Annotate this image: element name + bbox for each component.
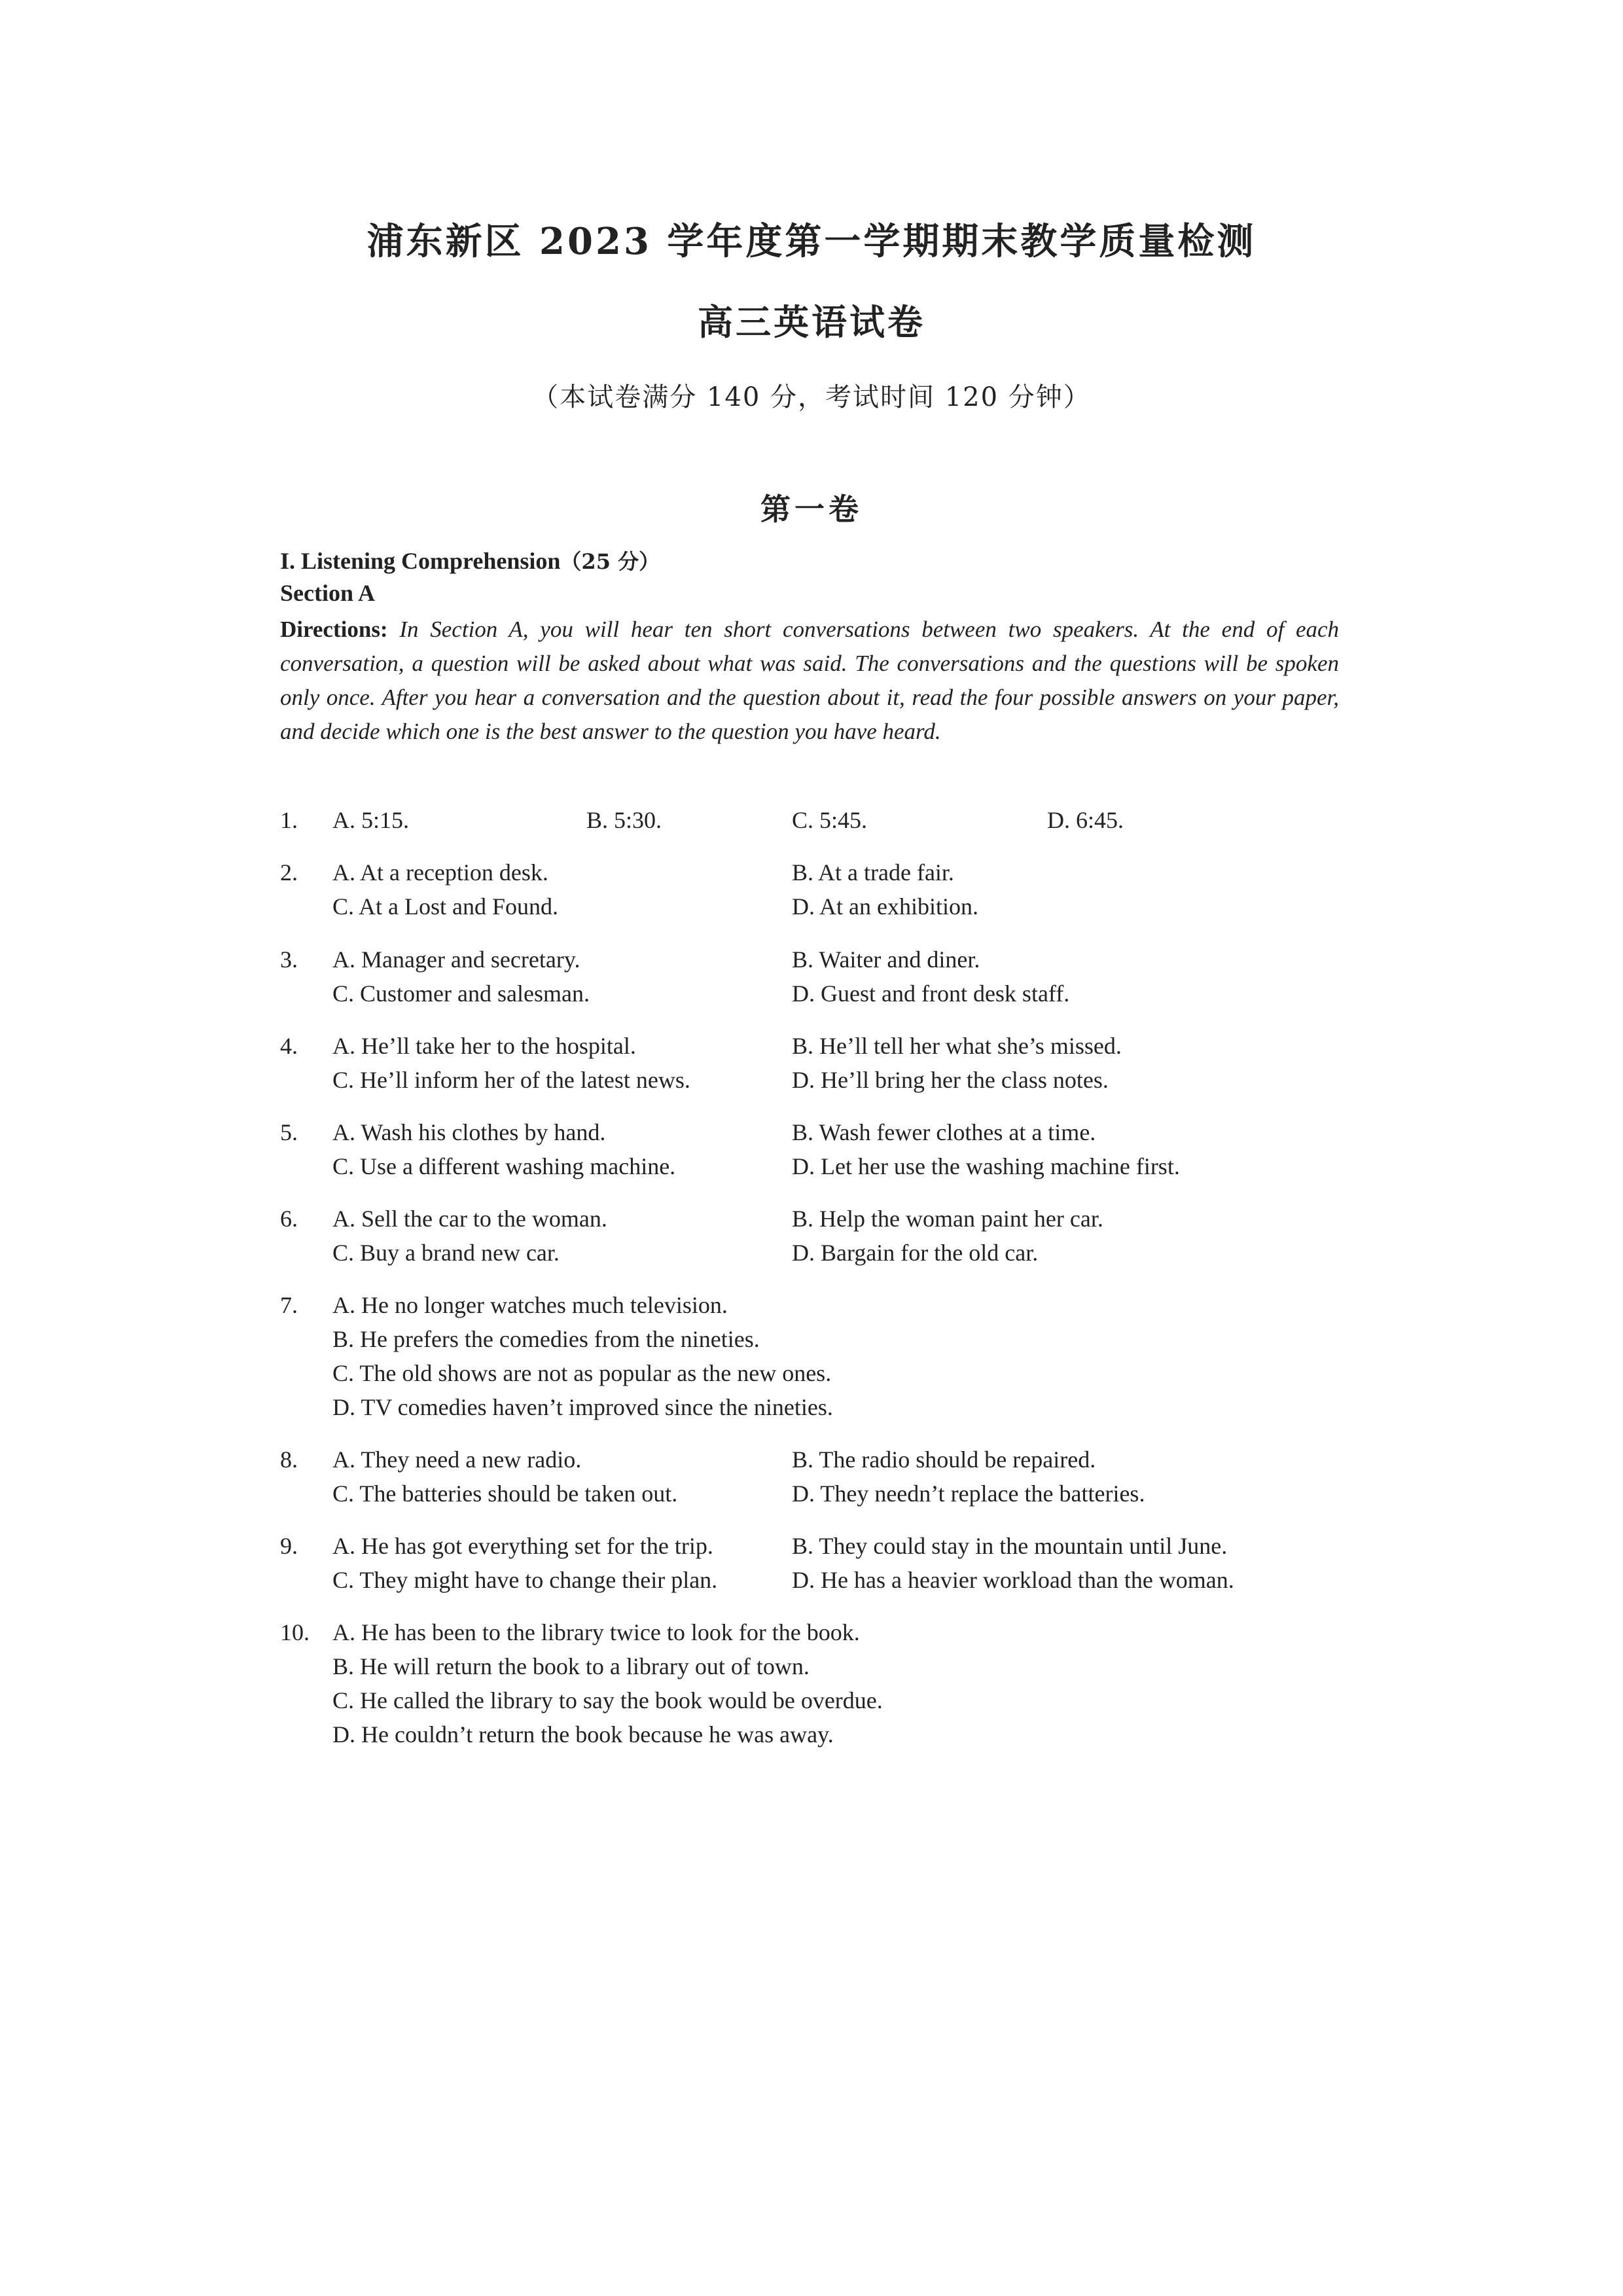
option-b: B. Help the woman paint her car. <box>792 1206 1103 1232</box>
option-b: B. The radio should be repaired. <box>792 1446 1096 1473</box>
question-10 <box>280 1615 1360 1751</box>
option-a: A. Wash his clothes by hand. <box>332 1119 606 1145</box>
question-2 <box>280 855 1360 924</box>
option-b: B. He prefers the comedies from the nineties. <box>332 1326 760 1352</box>
option-b: B. He will return the book to a library out of town. <box>332 1653 810 1679</box>
question-number: 3. <box>280 946 298 973</box>
question-9 <box>280 1529 1360 1597</box>
question-number: 1. <box>280 807 298 833</box>
question-number: 9. <box>280 1533 298 1559</box>
option-a: A. They need a new radio. <box>332 1446 582 1473</box>
option-b: B. He’ll tell her what she’s missed. <box>792 1033 1122 1059</box>
option-d: D. Bargain for the old car. <box>792 1240 1039 1266</box>
option-a: A. He has got everything set for the trip. <box>332 1533 713 1559</box>
question-number: 2. <box>280 859 298 886</box>
option-a: A. Sell the car to the woman. <box>332 1206 607 1232</box>
option-b: B. At a trade fair. <box>792 859 954 886</box>
directions-label: Directions: <box>280 617 388 642</box>
option-c: C. The batteries should be taken out. <box>332 1480 678 1507</box>
option-c: C. He’ll inform her of the latest news. <box>332 1067 690 1093</box>
question-3 <box>280 942 1360 1011</box>
directions-text: In Section A, you will hear ten short conversations between two speakers. At the end of each conversation, a question will be asked about what was said. The conversations and the questions will be spoken only once. After you hear a conversation and the question about it, read the four possible answers on your paper, and decide which one is the best answer to the question you have heard. <box>280 617 1340 744</box>
question-number: 7. <box>280 1292 298 1318</box>
question-number: 5. <box>280 1119 298 1145</box>
option-c: C. They might have to change their plan. <box>332 1567 718 1593</box>
option-c: C. Buy a brand new car. <box>332 1240 560 1266</box>
question-8 <box>280 1443 1360 1511</box>
option-c: C. He called the library to say the book would be overdue. <box>332 1687 883 1713</box>
volume-heading: 第一卷 <box>760 492 863 527</box>
question-5 <box>280 1115 1360 1183</box>
option-d: D. He has a heavier workload than the woman. <box>792 1567 1234 1593</box>
option-d: D. Let her use the washing machine first. <box>792 1153 1180 1179</box>
question-number: 6. <box>280 1206 298 1232</box>
option-d: D. At an exhibition. <box>792 893 978 920</box>
directions <box>280 613 1339 749</box>
option-d: D. Guest and front desk staff. <box>792 980 1070 1007</box>
option-b: B. 5:30. <box>586 807 662 833</box>
option-a: A. 5:15. <box>332 807 409 833</box>
option-a: A. He’ll take her to the hospital. <box>332 1033 636 1059</box>
question-number: 8. <box>280 1446 298 1473</box>
option-b: B. Wash fewer clothes at a time. <box>792 1119 1096 1145</box>
question-number: 10. <box>280 1619 310 1645</box>
option-a: A. At a reception desk. <box>332 859 548 886</box>
option-a: A. He has been to the library twice to look for the book. <box>332 1619 860 1645</box>
question-7 <box>280 1288 1360 1424</box>
question-number: 4. <box>280 1033 298 1059</box>
part-heading <box>280 545 660 575</box>
option-c: C. At a Lost and Found. <box>332 893 559 920</box>
option-b: B. Waiter and diner. <box>792 946 980 973</box>
part-points: （25 分） <box>560 549 660 574</box>
option-a: A. Manager and secretary. <box>332 946 580 973</box>
exam-note: （本试卷满分 140 分，考试时间 120 分钟） <box>532 382 1091 412</box>
option-a: A. He no longer watches much television. <box>332 1292 728 1318</box>
option-d: D. They needn’t replace the batteries. <box>792 1480 1145 1507</box>
option-c: C. Use a different washing machine. <box>332 1153 676 1179</box>
option-d: D. TV comedies haven’t improved since the nineties. <box>332 1394 833 1420</box>
option-d: D. He’ll bring her the class notes. <box>792 1067 1109 1093</box>
exam-subtitle: 高三英语试卷 <box>698 301 925 343</box>
question-1 <box>280 803 1360 837</box>
question-6 <box>280 1202 1360 1270</box>
exam-title: 浦东新区 2023 学年度第一学期期末教学质量检测 <box>366 220 1257 263</box>
part-heading-label: I. Listening Comprehension <box>280 548 561 574</box>
option-c: C. 5:45. <box>792 807 868 833</box>
option-c: C. Customer and salesman. <box>332 980 590 1007</box>
option-d: D. He couldn’t return the book because he was away. <box>332 1721 834 1748</box>
option-b: B. They could stay in the mountain until June. <box>792 1533 1228 1559</box>
section-heading: Section A <box>280 580 376 606</box>
option-c: C. The old shows are not as popular as the new ones. <box>332 1360 832 1386</box>
option-d: D. 6:45. <box>1047 807 1124 833</box>
question-4 <box>280 1029 1360 1097</box>
